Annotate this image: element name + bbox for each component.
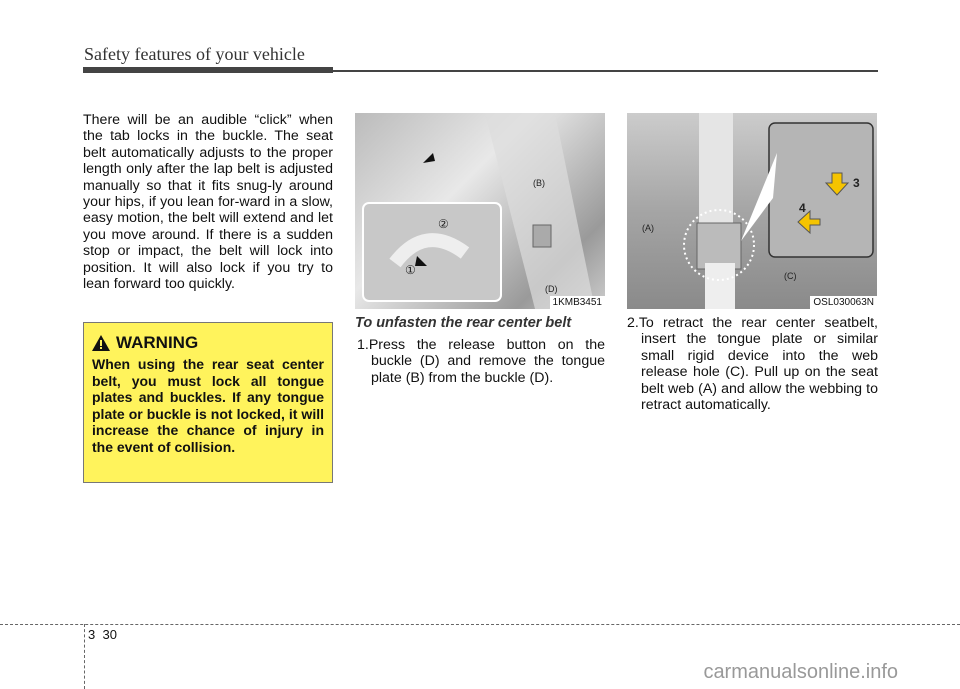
chapter-number: 3 — [88, 627, 96, 642]
figure-unfasten-belt — [355, 113, 605, 309]
footer-rule — [0, 624, 960, 625]
figure-retract-belt — [627, 113, 877, 309]
watermark: carmanualsonline.info — [703, 661, 898, 683]
step-1: 1.Press the release button on the buckle (D) and remove the tongue plate (B) from the buckle (D). — [357, 337, 605, 386]
warning-title: WARNING — [116, 333, 199, 352]
page-number — [88, 627, 117, 642]
footer-divider — [84, 624, 85, 689]
page-num: 30 — [102, 627, 117, 642]
warning-box — [83, 322, 333, 483]
label-1: ① — [405, 263, 416, 277]
warning-text: When using the rear seat center belt, you must lock all tongue plates and buckles. If any tongue plate or buckle is not locked, it will increase the chance of injury in the event of collision. — [92, 356, 324, 455]
label-4: 4 — [799, 201, 806, 215]
label-3: 3 — [853, 176, 860, 190]
section-title: To unfasten the rear center belt — [355, 315, 572, 331]
warning-triangle-icon — [92, 335, 110, 351]
header-rule — [333, 70, 878, 72]
figure-illustration — [627, 113, 877, 309]
figure-illustration — [355, 113, 605, 309]
page-header-title: Safety features of your vehicle — [84, 44, 305, 64]
figure-code: 1KMB3451 — [550, 296, 605, 309]
header-bar — [83, 67, 333, 73]
label-b: (B) — [533, 178, 545, 188]
label-d: (D) — [545, 284, 558, 294]
figure-code: OSL030063N — [810, 296, 877, 309]
label-c: (C) — [784, 271, 797, 281]
intro-paragraph: There will be an audible “click” when the tab locks in the buckle. The seat belt automatically adjusts to the proper length only after the lap belt is adjusted manually so that it fits snug-ly around your hips, if you lean for-ward in a slow, easy motion, the belt will extend and let you move around. If there is a sudden stop or impact, the belt will lock into position. It will also lock if you try to lean forward too quickly. — [83, 112, 333, 293]
label-a: (A) — [642, 223, 654, 233]
step-2: 2.To retract the rear center seatbelt, insert the tongue plate or similar small rigid device into the web release hole (C). Pull up on the seat belt web (A) and allow the webbing to retract automatically. — [627, 315, 878, 414]
label-2: ② — [438, 217, 449, 231]
